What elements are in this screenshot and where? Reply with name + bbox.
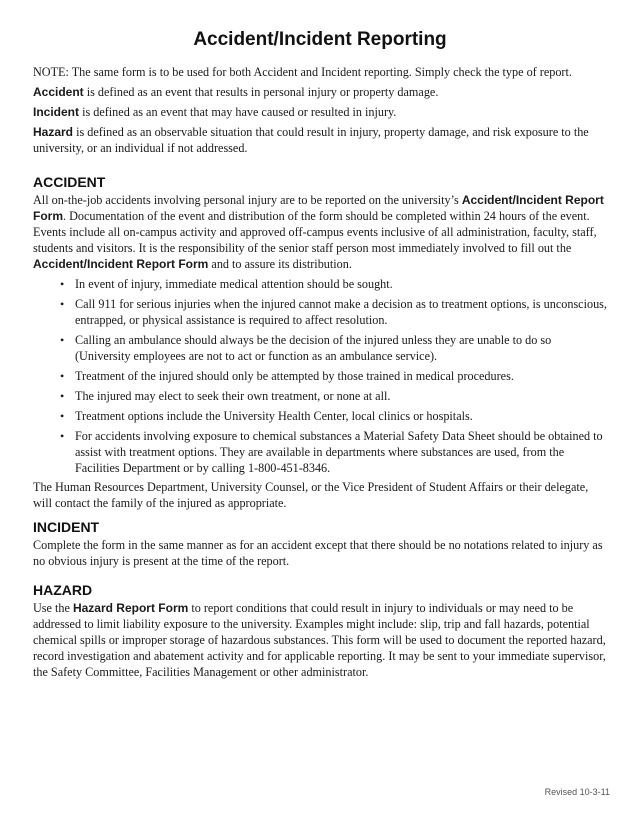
accident-form-name: Accident/Incident Report Form: [33, 193, 604, 223]
incident-term: Incident: [33, 105, 80, 119]
hazard-form-name: Hazard Report Form: [72, 601, 189, 615]
hazard-definition: [33, 124, 609, 156]
accident-text-1: All on-the-job accidents involving personal injury are to be reported on the university’s: [33, 193, 462, 207]
incident-section: [33, 519, 609, 569]
hazard-text-2: to report conditions that could result in injury to individuals or may need to be addressed to limit liability exposure to the university. Examples might include: slip, trip and fall hazards, potential chemical spills or improper storage of hazardous substances. This form will be used to document the reported hazard, record investigation and abatement activity and for applicable reporting. It may be sent to your immediate supervisor, the Safety Committee, Facilities Management or other administrator.: [33, 601, 606, 679]
list-item: [33, 332, 609, 364]
revision-date: Revised 10-3-11: [544, 787, 610, 797]
bullet-glyph: •: [60, 429, 65, 443]
incident-heading: INCIDENT: [33, 519, 100, 535]
bullet-glyph: •: [60, 409, 65, 423]
bullet-glyph: •: [60, 297, 65, 311]
list-item: [33, 276, 609, 292]
note-text: NOTE: The same form is to be used for both Accident and Incident reporting. Simply check the type of report.: [33, 65, 572, 79]
accident-definition-text: is defined as an event that results in personal injury or property damage.: [83, 85, 439, 99]
list-item-text: Call 911 for serious injuries when the injured cannot make a decision as to treatment options, is unconscious, entrapped, or physical assistance is required to affect resolution.: [75, 297, 607, 327]
list-item-text: Calling an ambulance should always be the decision of the injured unless they are unable to do so (University employees are not to act or function as an ambulance service).: [75, 333, 552, 363]
hazard-paragraph: [33, 600, 609, 680]
list-item: [33, 388, 609, 404]
accident-section: [33, 174, 609, 511]
accident-bullet-list: [33, 276, 609, 476]
list-item: [33, 296, 609, 328]
page-title: Accident/Incident Reporting: [193, 29, 447, 50]
list-item: [33, 368, 609, 384]
bullet-glyph: •: [60, 389, 65, 403]
note-paragraph: [33, 64, 609, 80]
accident-form-name-2: Accident/Incident Report Form: [33, 257, 209, 271]
hazard-section: [33, 582, 609, 680]
list-item-text: For accidents involving exposure to chemical substances a Material Safety Data Sheet should be obtained to assist with treatment options. They are available in departments where substances are used, from the Facilities Department or by calling 1-800-451-8346.: [75, 429, 603, 475]
accident-text-3: and to assure its distribution.: [208, 257, 352, 271]
list-item: [33, 408, 609, 424]
bullet-glyph: •: [60, 369, 65, 383]
hazard-definition-text: is defined as an observable situation that could result in injury, property damage, and risk exposure to the university, or an individual if not addressed.: [33, 125, 589, 155]
list-item-text: In event of injury, immediate medical attention should be sought.: [75, 277, 393, 291]
hazard-term: Hazard: [33, 125, 74, 139]
hazard-text-1: Use the: [33, 601, 73, 615]
incident-text: Complete the form in the same manner as for an accident except that there should be no notations related to injury as no obvious injury is present at the time of the report.: [33, 538, 603, 568]
list-item-text: Treatment options include the University Health Center, local clinics or hospitals.: [75, 409, 473, 423]
bullet-glyph: •: [60, 277, 65, 291]
accident-paragraph: [33, 192, 609, 272]
accident-definition: [33, 84, 609, 100]
list-item-text: The injured may elect to seek their own treatment, or none at all.: [75, 389, 391, 403]
incident-definition: [33, 104, 609, 120]
accident-closing-text: The Human Resources Department, University Counsel, or the Vice President of Student Affairs or their delegate, will contact the family of the injured as appropriate.: [33, 480, 589, 510]
accident-term: Accident: [33, 85, 84, 99]
accident-text-2: . Documentation of the event and distribution of the form should be completed within 24 hours of the event. Events include all on-campus activity and approved off-campus events inclusive of all administration, faculty, staff, students and visitors. It is the responsibility of the senior staff person most immediately involved to fill out the: [33, 209, 597, 255]
bullet-glyph: •: [60, 333, 65, 347]
incident-definition-text: is defined as an event that may have caused or resulted in injury.: [79, 105, 397, 119]
list-item-text: Treatment of the injured should only be attempted by those trained in medical procedures.: [75, 369, 514, 383]
accident-heading: ACCIDENT: [33, 174, 106, 190]
list-item: [33, 428, 609, 476]
hazard-heading: HAZARD: [33, 582, 93, 598]
